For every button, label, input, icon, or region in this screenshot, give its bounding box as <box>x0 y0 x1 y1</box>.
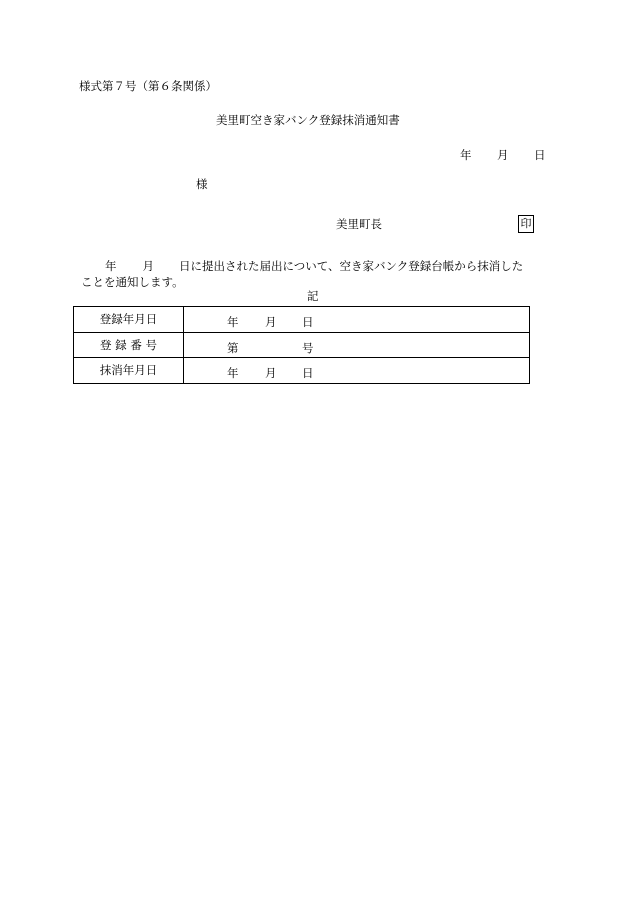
body-line1: に提出された届出について、空き家バンク登録台帳から抹消した <box>190 259 524 273</box>
row-value <box>184 332 530 358</box>
value-day: 日 <box>302 315 314 329</box>
value-year: 年 <box>227 315 239 329</box>
row-value <box>184 358 530 384</box>
value-day: 日 <box>302 366 314 380</box>
ki-heading: 記 <box>307 289 319 303</box>
value-month: 月 <box>265 315 277 329</box>
date-day: 日 <box>534 148 546 162</box>
addressee-suffix: 様 <box>196 177 208 191</box>
body-month: 月 <box>142 259 154 273</box>
document-title: 美里町空き家バンク登録抹消通知書 <box>216 113 400 127</box>
details-table <box>73 306 530 384</box>
issuer-name: 美里町長 <box>336 217 382 231</box>
seal-mark: 印 <box>518 215 534 233</box>
table-row <box>74 307 530 333</box>
value-year: 年 <box>227 366 239 380</box>
body-paragraph <box>81 258 551 290</box>
date-year: 年 <box>460 148 472 162</box>
body-line2: ことを通知します。 <box>81 275 184 289</box>
form-number: 様式第７号（第６条関係） <box>79 79 217 93</box>
row-value <box>184 307 530 333</box>
table-row <box>74 358 530 384</box>
row-label: 登録年月日 <box>74 307 184 333</box>
body-day: 日 <box>179 259 191 273</box>
table-row <box>74 332 530 358</box>
date-month: 月 <box>497 148 509 162</box>
value-month: 月 <box>265 366 277 380</box>
body-year: 年 <box>105 259 117 273</box>
value-gou: 号 <box>302 340 314 355</box>
row-label: 抹消年月日 <box>74 358 184 384</box>
value-dai: 第 <box>227 340 239 355</box>
row-label: 登 録 番 号 <box>74 332 184 358</box>
